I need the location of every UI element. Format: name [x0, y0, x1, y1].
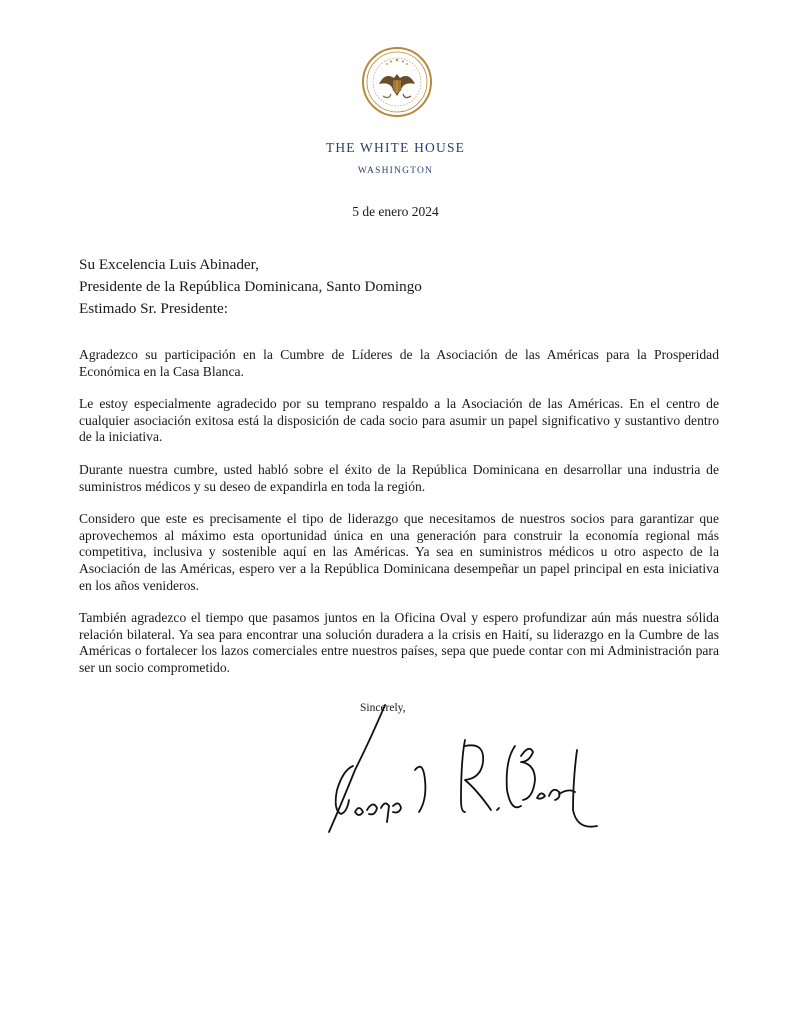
- closing: Sincerely,: [360, 702, 406, 714]
- paragraph: Considero que este es precisamente el tipo de liderazgo que necesitamos de nuestros socios para garantizar que aprovechemos al máximo esta oportunidad única en una generación para construir la economía regional más competitiva, inclusiva y sostenible aquí en las Américas. Ya sea en suministros médicos u otro aspecto de la Asociación de las Américas, espero ver a la República Dominicana desempeñar un papel principal en esta iniciativa en los años venideros.: [79, 511, 719, 593]
- paragraph: También agradezco el tiempo que pasamos juntos en la Oficina Oval y espero profundizar aún más nuestra sólida relación bilateral. Ya sea para encontrar una solución duradera a la crisis en Haití, su liderazgo en la Cumbre de las Américas o fortalecer los lazos comerciales entre nuestros países, sepa que puede contar con mi Administración para ser un socio comprometido.: [79, 610, 719, 675]
- letterhead-title: THE WHITE HOUSE: [325, 140, 466, 155]
- salutation: Estimado Sr. Presidente:: [79, 300, 228, 317]
- letter-date: 5 de enero 2024: [352, 204, 439, 219]
- recipient-title: Presidente de la República Dominicana, Santo Domingo: [79, 278, 422, 295]
- paragraph: Durante nuestra cumbre, usted habló sobre el éxito de la República Dominicana en desarrollar una industria de suministros médicos y su deseo de expandirla en toda la región.: [79, 461, 719, 494]
- recipient-name: Su Excelencia Luis Abinader,: [79, 256, 259, 273]
- letterhead-city: WASHINGTON: [357, 166, 434, 176]
- paragraph: Le estoy especialmente agradecido por su temprano respaldo a la Asociación de las Américas. En el centro de cualquier asociación exitosa está la disposición de cada socio para asumir un papel significativo y sustantivo dentro de la iniciativa.: [79, 396, 719, 445]
- paragraph: Agradezco su participación en la Cumbre de Líderes de la Asociación de las Américas para la Prosperidad Económica en la Casa Blanca.: [79, 347, 719, 379]
- recipient-block: [79, 254, 719, 320]
- handwritten-signature-icon: [315, 700, 615, 840]
- letter-body: [79, 347, 719, 693]
- presidential-seal-icon: [361, 46, 433, 118]
